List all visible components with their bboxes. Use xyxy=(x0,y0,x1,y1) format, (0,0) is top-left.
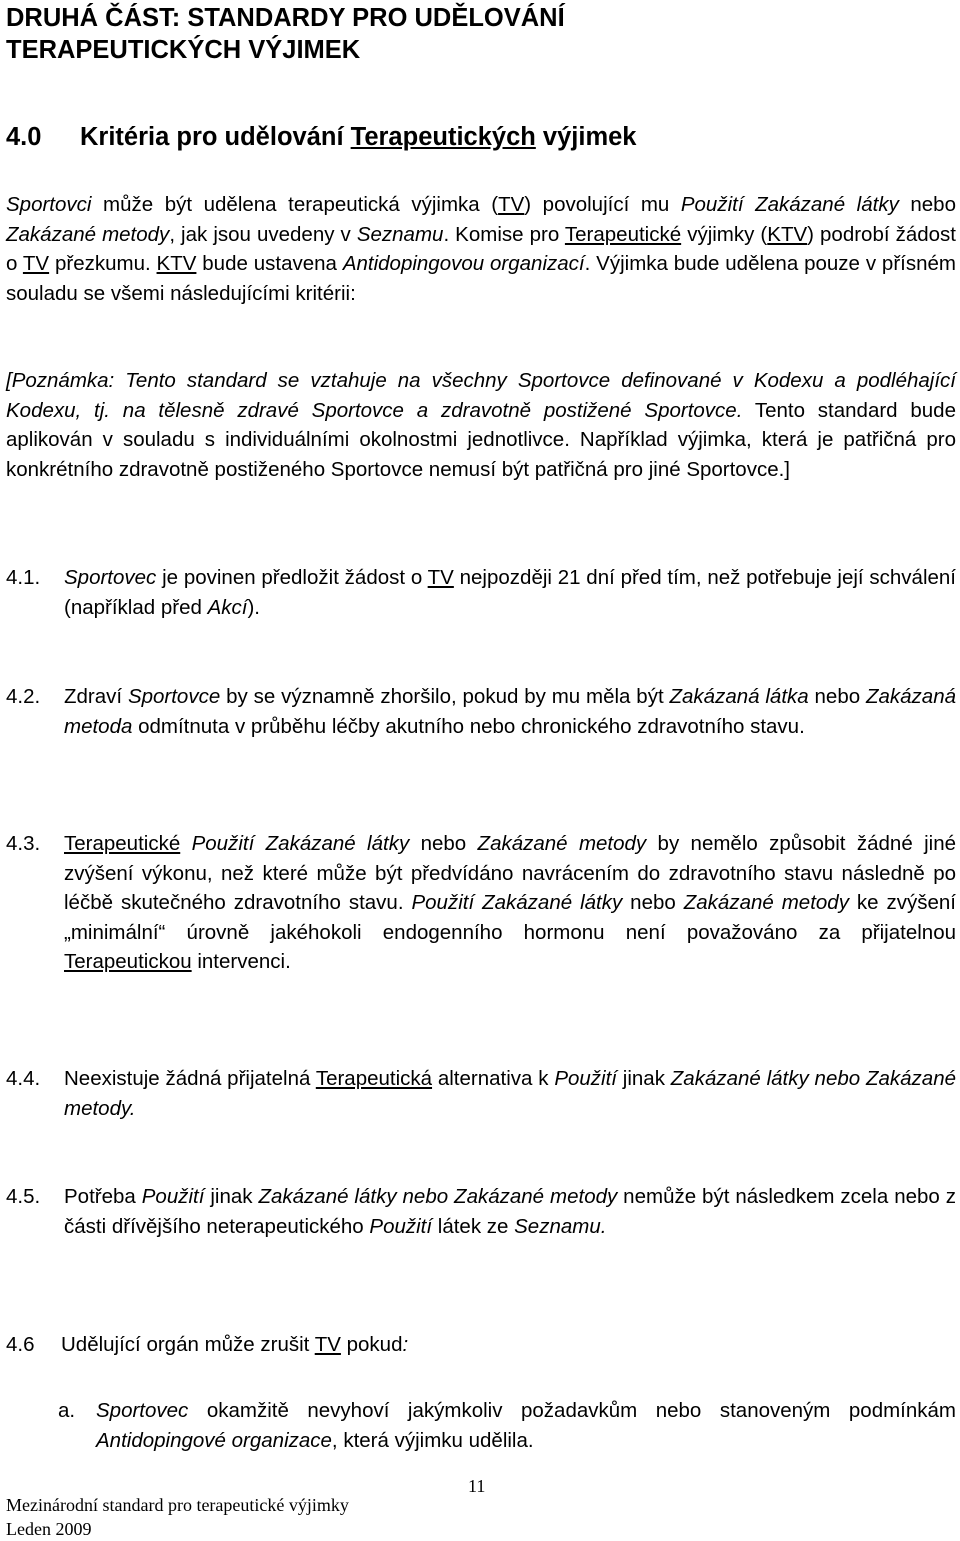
item-span: nebo xyxy=(808,685,866,708)
item-span: je povinen předložit žádost o xyxy=(156,566,428,589)
item-number: a. xyxy=(58,1399,76,1422)
item-span: Sportovec xyxy=(64,566,157,589)
item-text xyxy=(64,563,956,622)
intro-span: , jak jsou uvedeny v xyxy=(169,222,357,246)
item-span: : xyxy=(402,1333,409,1356)
item-span: , která výjimku udělila. xyxy=(331,1428,534,1452)
item-span: alternativa k xyxy=(432,1067,555,1090)
item-span: Sportovec xyxy=(96,1399,189,1422)
item-number: 4.3. xyxy=(6,832,41,855)
intro-span: nebo xyxy=(898,193,956,216)
item-span: Použití Zakázané látky xyxy=(191,832,410,855)
footer-title: Mezinárodní standard pro terapeutické výjimky xyxy=(6,1495,349,1515)
intro-span: . Komise pro xyxy=(443,222,565,246)
intro-term: KTV xyxy=(767,222,808,246)
item-span: nebo xyxy=(622,891,684,914)
item-span: pokud xyxy=(340,1333,403,1356)
item-number: 4.5. xyxy=(6,1185,41,1208)
item-span: látek ze xyxy=(432,1214,515,1238)
item-span: intervenci. xyxy=(191,950,291,973)
footer-date: Leden 2009 xyxy=(6,1519,92,1539)
item-span: Zakázaná metoda xyxy=(64,685,956,738)
item-span: Neexistuje žádná přijatelná xyxy=(64,1067,316,1090)
item-number: 4.1. xyxy=(6,566,41,589)
item-text xyxy=(64,1064,956,1123)
criterion-4-3 xyxy=(6,829,956,977)
item-span: Antidopingové organizace xyxy=(96,1428,332,1452)
criterion-4-4 xyxy=(6,1064,956,1123)
criterion-4-2 xyxy=(6,682,956,741)
part-title-line-2: TERAPEUTICKÝCH VÝJIMEK xyxy=(6,36,361,64)
intro-span: . Výjimka bude udělena pouze v přísném souladu se všemi následujícími kritérii: xyxy=(6,252,956,305)
intro-span: bude ustavena xyxy=(196,252,343,275)
item-span: Zakázaná látka xyxy=(669,685,809,708)
intro-term: TV xyxy=(22,252,50,275)
item-span: ). xyxy=(247,595,260,619)
section-title-pre: Kritéria pro udělování xyxy=(80,123,351,151)
intro-span: ) podrobí žádost o xyxy=(6,222,956,275)
criterion-4-1 xyxy=(6,563,956,622)
item-span: ke zvýšení „minimální“ úrovně jakéhokoli endogenního hormonu není považováno za přijatelnou xyxy=(64,891,956,944)
note-paragraph xyxy=(6,366,956,484)
section-number: 4.0 xyxy=(6,123,42,151)
item-text xyxy=(64,829,956,977)
intro-span: Seznamu xyxy=(356,222,444,246)
intro-span: Antidopingovou organizací xyxy=(342,252,585,275)
intro-term: TV xyxy=(498,193,525,216)
note-span: Tento standard bude aplikován v souladu s individuálními okolnostmi jednotlivce. Například výjimka, která je patřičná pro konkrétního zdravotně postiženého xyxy=(6,398,956,481)
item-span: odmítnuta v průběhu léčby akutního nebo chronického zdravotního stavu. xyxy=(132,714,805,738)
item-text xyxy=(64,682,956,741)
note-span: Sportovce nemusí být patřičná pro jiné Sportovce.] xyxy=(330,457,791,481)
part-title-line-1: DRUHÁ ČÁST: STANDARDY PRO UDĚLOVÁNÍ xyxy=(6,4,565,32)
item-number: 4.2. xyxy=(6,685,41,708)
item-span: nemůže být následkem zcela nebo z části dřívějšího neterapeutického xyxy=(64,1185,956,1238)
item-span: Zakázané látky nebo Zakázané metody xyxy=(258,1185,618,1208)
item-number: 4.6 xyxy=(6,1333,35,1356)
item-span: by se významně zhoršilo, pokud by mu měla být xyxy=(220,685,670,708)
item-span: by nemělo způsobit žádné jiné zvýšení výkonu, než které může být předvídáno navrácením do zdravotního stavu následně po léčbě skutečného zdravotního stavu. xyxy=(64,832,957,914)
item-term: TV xyxy=(427,566,454,589)
item-text xyxy=(96,1396,956,1455)
item-term: Terapeutická xyxy=(315,1067,433,1090)
item-span: Zakázané látky nebo Zakázané metody. xyxy=(64,1067,956,1120)
item-span: Seznamu. xyxy=(514,1214,607,1238)
note-span: [Poznámka: Tento standard se vztahuje na všechny Sportovce definované v Kodexu a podléhající Kodexu, tj. na tělesně zdravé Sportovce a zdravotně postižené Sportovce. xyxy=(6,369,956,422)
intro-span: Použití Zakázané látky xyxy=(680,193,899,216)
item-span: Zakázané metody xyxy=(683,891,849,914)
intro-span: může být udělena terapeutická výjimka ( xyxy=(91,193,499,216)
section-title xyxy=(6,121,946,153)
intro-paragraph xyxy=(6,190,956,308)
item-span: okamžitě nevyhoví jakýmkoliv požadavkům nebo stanoveným podmínkám xyxy=(188,1399,956,1422)
item-span: Zakázané metody xyxy=(477,832,647,855)
item-span: Použití xyxy=(141,1185,205,1208)
page-number: 11 xyxy=(468,1476,486,1496)
item-number: 4.4. xyxy=(6,1067,41,1090)
page-footer xyxy=(6,1493,506,1541)
intro-span: ) povolující mu xyxy=(524,193,681,216)
item-span: Udělující orgán může zrušit xyxy=(61,1333,315,1356)
item-text xyxy=(64,1182,956,1241)
item-term: Terapeutické xyxy=(64,832,181,855)
intro-span: přezkumu. xyxy=(49,252,157,275)
item-span: Zdraví xyxy=(64,685,128,708)
section-title-term: Terapeutických xyxy=(350,123,536,151)
item-term: TV xyxy=(314,1333,341,1356)
item-span: Potřeba xyxy=(64,1185,142,1208)
intro-span: Sportovci xyxy=(6,193,92,216)
criterion-4-5 xyxy=(6,1182,956,1241)
criterion-4-6 xyxy=(6,1330,956,1360)
criterion-4-6-a xyxy=(58,1396,956,1455)
item-span: jinak xyxy=(204,1185,259,1208)
item-span: Sportovce xyxy=(127,685,221,708)
item-term: Terapeutickou xyxy=(64,950,192,973)
item-span: Použití xyxy=(554,1067,617,1090)
item-span: jinak xyxy=(616,1067,671,1090)
intro-term: Terapeutické xyxy=(564,222,682,246)
item-text xyxy=(61,1330,956,1360)
item-span: Použití Zakázané látky xyxy=(411,891,623,914)
item-span: nejpozději 21 dní před tím, než potřebuje její schválení (například před xyxy=(64,566,957,619)
intro-term: KTV xyxy=(156,252,197,275)
section-title-post: výjimek xyxy=(535,123,637,151)
part-title xyxy=(6,2,946,66)
intro-span: Zakázané metody xyxy=(6,222,170,246)
item-span: Použití xyxy=(369,1214,433,1238)
item-span: Akcí xyxy=(207,595,248,619)
intro-span: výjimky ( xyxy=(681,222,768,246)
item-span: nebo xyxy=(409,832,478,855)
item-span xyxy=(180,832,191,855)
